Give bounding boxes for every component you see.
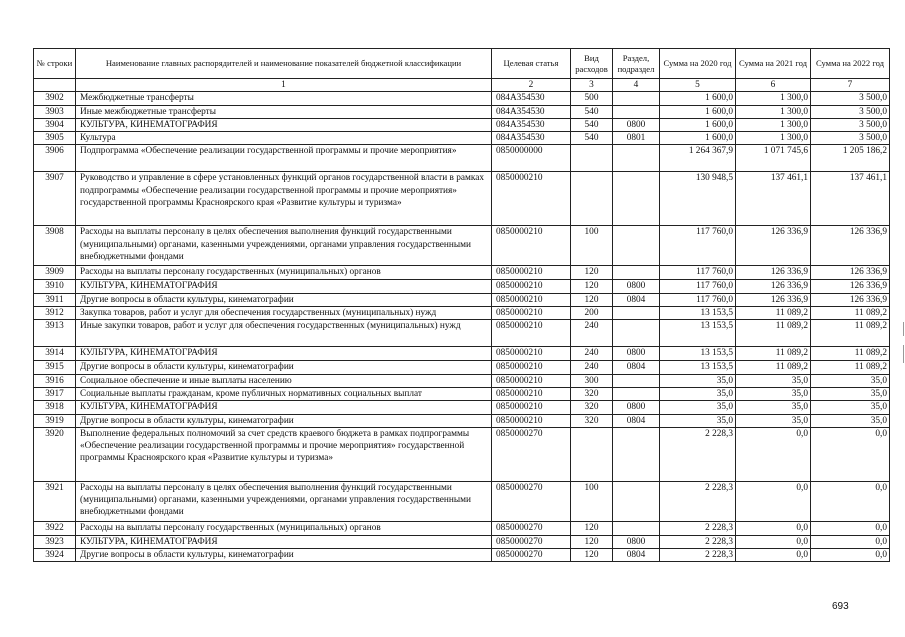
- row-sum-2021: 11 089,2: [736, 347, 811, 361]
- row-name: Социальное обеспечение и иные выплаты населению: [76, 374, 492, 387]
- row-sum-2020: 35,0: [660, 387, 736, 400]
- row-sum-2022: 0,0: [811, 549, 890, 562]
- row-section: [613, 92, 660, 105]
- header-sum-2021: Сумма на 2021 год: [736, 49, 811, 79]
- row-name: Социальные выплаты гражданам, кроме публичных нормативных социальных выплат: [76, 387, 492, 400]
- row-sum-2021: 1 300,0: [736, 118, 811, 131]
- table-row: [34, 105, 890, 118]
- row-number: 3909: [34, 266, 76, 280]
- row-target-article: 0850000210: [492, 266, 571, 280]
- row-name: Расходы на выплаты персоналу государственных (муниципальных) органов: [76, 521, 492, 535]
- row-name: Расходы на выплаты персоналу государственных (муниципальных) органов: [76, 266, 492, 280]
- row-sum-2021: 1 071 745,6: [736, 145, 811, 172]
- row-section: 0804: [613, 293, 660, 306]
- row-sum-2020: 35,0: [660, 414, 736, 427]
- row-section: [613, 374, 660, 387]
- row-target-article: 0850000210: [492, 374, 571, 387]
- row-target-article: 0850000210: [492, 401, 571, 414]
- row-sum-2022: 0,0: [811, 427, 890, 481]
- row-section: [613, 226, 660, 266]
- table-row: [34, 266, 890, 280]
- row-section: [613, 521, 660, 535]
- row-name: Другие вопросы в области культуры, кинематографии: [76, 549, 492, 562]
- row-expense-kind: 120: [571, 521, 613, 535]
- row-section: [613, 172, 660, 226]
- row-number: 3917: [34, 387, 76, 400]
- row-section: [613, 307, 660, 320]
- row-name: Другие вопросы в области культуры, кинематографии: [76, 293, 492, 306]
- row-target-article: 0850000210: [492, 293, 571, 306]
- column-number: 5: [660, 79, 736, 92]
- row-sum-2021: 35,0: [736, 374, 811, 387]
- row-name: КУЛЬТУРА, КИНЕМАТОГРАФИЯ: [76, 347, 492, 361]
- row-sum-2022: 11 089,2: [811, 320, 890, 347]
- row-number: 3919: [34, 414, 76, 427]
- header-target-article: Целевая статья: [492, 49, 571, 79]
- row-number: 3905: [34, 132, 76, 145]
- row-sum-2021: 1 300,0: [736, 105, 811, 118]
- row-sum-2020: 117 760,0: [660, 266, 736, 280]
- row-expense-kind: 240: [571, 361, 613, 374]
- row-name: Иные межбюджетные трансферты: [76, 105, 492, 118]
- table-row: [34, 293, 890, 306]
- row-section: [613, 266, 660, 280]
- row-name: КУЛЬТУРА, КИНЕМАТОГРАФИЯ: [76, 280, 492, 293]
- row-expense-kind: 540: [571, 118, 613, 131]
- table-row: [34, 521, 890, 535]
- row-expense-kind: 120: [571, 280, 613, 293]
- row-target-article: 0850000270: [492, 535, 571, 548]
- row-sum-2020: 13 153,5: [660, 320, 736, 347]
- row-number: 3903: [34, 105, 76, 118]
- row-sum-2022: 126 336,9: [811, 293, 890, 306]
- header-section: Раздел, подраздел: [613, 49, 660, 79]
- row-expense-kind: 240: [571, 347, 613, 361]
- row-sum-2021: 126 336,9: [736, 280, 811, 293]
- row-number: 3921: [34, 481, 76, 521]
- table-row: [34, 320, 890, 347]
- row-section: 0800: [613, 347, 660, 361]
- row-number: 3906: [34, 145, 76, 172]
- row-sum-2022: 0,0: [811, 535, 890, 548]
- row-number: 3912: [34, 307, 76, 320]
- row-sum-2020: 2 228,3: [660, 481, 736, 521]
- row-number: 3908: [34, 226, 76, 266]
- row-name: Руководство и управление в сфере установленных функций органов государственной власти в рамках подпрограммы «Обеспечение реализации государственной программы и прочие мероприятия» государственной программы Красноярского края «Развитие культуры и туризма»: [76, 172, 492, 226]
- row-sum-2021: 11 089,2: [736, 361, 811, 374]
- table-body: [34, 92, 890, 562]
- row-name: КУЛЬТУРА, КИНЕМАТОГРАФИЯ: [76, 535, 492, 548]
- row-sum-2021: 126 336,9: [736, 293, 811, 306]
- row-expense-kind: 540: [571, 132, 613, 145]
- row-sum-2022: 35,0: [811, 374, 890, 387]
- row-sum-2022: 126 336,9: [811, 266, 890, 280]
- row-target-article: 0850000210: [492, 320, 571, 347]
- row-sum-2020: 1 264 367,9: [660, 145, 736, 172]
- row-section: 0804: [613, 361, 660, 374]
- row-target-article: 0850000270: [492, 427, 571, 481]
- row-sum-2022: 3 500,0: [811, 92, 890, 105]
- row-sum-2021: 11 089,2: [736, 320, 811, 347]
- header-expense-kind: Вид расходов: [571, 49, 613, 79]
- row-sum-2021: 35,0: [736, 401, 811, 414]
- row-sum-2022: 11 089,2: [811, 347, 890, 361]
- table-row: [34, 535, 890, 548]
- row-name: Другие вопросы в области культуры, кинематографии: [76, 361, 492, 374]
- table-row: [34, 307, 890, 320]
- table-row: [34, 549, 890, 562]
- row-sum-2022: 11 089,2: [811, 361, 890, 374]
- row-sum-2022: 35,0: [811, 414, 890, 427]
- table-row: [34, 361, 890, 374]
- row-sum-2021: 0,0: [736, 521, 811, 535]
- column-number: 6: [736, 79, 811, 92]
- row-name: Подпрограмма «Обеспечение реализации государственной программы и прочие мероприятия»: [76, 145, 492, 172]
- row-number: 3913: [34, 320, 76, 347]
- column-number: 3: [571, 79, 613, 92]
- row-target-article: 084А354530: [492, 118, 571, 131]
- row-section: 0800: [613, 535, 660, 548]
- row-sum-2021: 0,0: [736, 427, 811, 481]
- row-sum-2020: 1 600,0: [660, 92, 736, 105]
- row-sum-2020: 117 760,0: [660, 226, 736, 266]
- row-sum-2022: 35,0: [811, 387, 890, 400]
- row-section: 0804: [613, 414, 660, 427]
- row-number: 3916: [34, 374, 76, 387]
- row-expense-kind: [571, 427, 613, 481]
- row-target-article: 0850000210: [492, 414, 571, 427]
- row-name: Расходы на выплаты персоналу в целях обеспечения выполнения функций государственными (муниципальными) органами, казенными учреждениями, органами управления государственными внебюджетными фондами: [76, 481, 492, 521]
- row-name: КУЛЬТУРА, КИНЕМАТОГРАФИЯ: [76, 118, 492, 131]
- row-sum-2021: 126 336,9: [736, 266, 811, 280]
- row-sum-2020: 35,0: [660, 374, 736, 387]
- row-expense-kind: 300: [571, 374, 613, 387]
- scan-edge-mark: [903, 322, 904, 336]
- row-name: Другие вопросы в области культуры, кинематографии: [76, 414, 492, 427]
- row-expense-kind: 320: [571, 387, 613, 400]
- header-name: Наименование главных распорядителей и наименование показателей бюджетной классификации: [76, 49, 492, 79]
- row-sum-2022: 1 205 186,2: [811, 145, 890, 172]
- row-sum-2020: 35,0: [660, 401, 736, 414]
- row-target-article: 0850000000: [492, 145, 571, 172]
- table-row: [34, 118, 890, 131]
- column-number: 1: [76, 79, 492, 92]
- row-name: Иные закупки товаров, работ и услуг для обеспечения государственных (муниципальных) нужд: [76, 320, 492, 347]
- column-number: [34, 79, 76, 92]
- row-number: 3922: [34, 521, 76, 535]
- table-header-row: [34, 49, 890, 79]
- budget-table: [33, 48, 890, 562]
- row-sum-2020: 1 600,0: [660, 105, 736, 118]
- row-expense-kind: 320: [571, 414, 613, 427]
- row-sum-2020: 1 600,0: [660, 118, 736, 131]
- row-section: 0800: [613, 118, 660, 131]
- column-number: 7: [811, 79, 890, 92]
- row-expense-kind: 200: [571, 307, 613, 320]
- row-sum-2020: 117 760,0: [660, 293, 736, 306]
- row-sum-2022: 3 500,0: [811, 105, 890, 118]
- row-expense-kind: 100: [571, 481, 613, 521]
- row-expense-kind: 320: [571, 401, 613, 414]
- row-target-article: 0850000210: [492, 387, 571, 400]
- row-section: [613, 481, 660, 521]
- row-number: 3907: [34, 172, 76, 226]
- row-sum-2020: 13 153,5: [660, 307, 736, 320]
- row-name: Культура: [76, 132, 492, 145]
- table-row: [34, 172, 890, 226]
- row-expense-kind: 120: [571, 549, 613, 562]
- table-row: [34, 414, 890, 427]
- row-section: 0800: [613, 280, 660, 293]
- column-number: 2: [492, 79, 571, 92]
- table-row: [34, 280, 890, 293]
- row-number: 3920: [34, 427, 76, 481]
- column-number-row: [34, 79, 890, 92]
- row-expense-kind: 240: [571, 320, 613, 347]
- table-row: [34, 401, 890, 414]
- row-sum-2020: 1 600,0: [660, 132, 736, 145]
- row-section: [613, 427, 660, 481]
- scan-edge-mark: [903, 345, 904, 363]
- row-section: [613, 387, 660, 400]
- table-row: [34, 92, 890, 105]
- table-row: [34, 132, 890, 145]
- row-name: Закупка товаров, работ и услуг для обеспечения государственных (муниципальных) нужд: [76, 307, 492, 320]
- row-number: 3918: [34, 401, 76, 414]
- row-expense-kind: [571, 145, 613, 172]
- row-expense-kind: 100: [571, 226, 613, 266]
- row-sum-2022: 3 500,0: [811, 132, 890, 145]
- row-number: 3904: [34, 118, 76, 131]
- table-row: [34, 226, 890, 266]
- row-expense-kind: 120: [571, 293, 613, 306]
- row-sum-2021: 11 089,2: [736, 307, 811, 320]
- row-sum-2022: 0,0: [811, 521, 890, 535]
- row-sum-2021: 35,0: [736, 414, 811, 427]
- row-target-article: 0850000270: [492, 481, 571, 521]
- row-name: Межбюджетные трансферты: [76, 92, 492, 105]
- row-sum-2021: 0,0: [736, 481, 811, 521]
- header-sum-2022: Сумма на 2022 год: [811, 49, 890, 79]
- row-name: Расходы на выплаты персоналу в целях обеспечения выполнения функций государственными (муниципальными) органами, казенными учреждениями, органами управления государственными внебюджетными фондами: [76, 226, 492, 266]
- row-section: [613, 145, 660, 172]
- row-sum-2020: 117 760,0: [660, 280, 736, 293]
- table-row: [34, 427, 890, 481]
- table-row: [34, 347, 890, 361]
- row-sum-2022: 0,0: [811, 481, 890, 521]
- row-sum-2021: 137 461,1: [736, 172, 811, 226]
- row-target-article: 084А354530: [492, 132, 571, 145]
- row-target-article: 0850000270: [492, 521, 571, 535]
- row-number: 3923: [34, 535, 76, 548]
- row-number: 3914: [34, 347, 76, 361]
- row-number: 3924: [34, 549, 76, 562]
- row-sum-2022: 3 500,0: [811, 118, 890, 131]
- row-sum-2021: 1 300,0: [736, 92, 811, 105]
- row-section: 0800: [613, 401, 660, 414]
- row-target-article: 0850000210: [492, 307, 571, 320]
- header-row-number: № строки: [34, 49, 76, 79]
- row-sum-2021: 126 336,9: [736, 226, 811, 266]
- row-name: Выполнение федеральных полномочий за счет средств краевого бюджета в рамках подпрограммы «Обеспечение реализации государственной программы и прочие мероприятия» государственной программы Красноярского края «Развитие культуры и туризма»: [76, 427, 492, 481]
- row-sum-2022: 126 336,9: [811, 280, 890, 293]
- row-sum-2022: 11 089,2: [811, 307, 890, 320]
- table-row: [34, 481, 890, 521]
- row-name: КУЛЬТУРА, КИНЕМАТОГРАФИЯ: [76, 401, 492, 414]
- row-sum-2021: 1 300,0: [736, 132, 811, 145]
- header-sum-2020: Сумма на 2020 год: [660, 49, 736, 79]
- row-sum-2022: 126 336,9: [811, 226, 890, 266]
- row-expense-kind: 120: [571, 266, 613, 280]
- row-target-article: 0850000210: [492, 280, 571, 293]
- row-sum-2020: 2 228,3: [660, 535, 736, 548]
- column-number: 4: [613, 79, 660, 92]
- row-sum-2020: 13 153,5: [660, 347, 736, 361]
- row-target-article: 0850000210: [492, 226, 571, 266]
- row-number: 3902: [34, 92, 76, 105]
- row-sum-2021: 0,0: [736, 535, 811, 548]
- row-section: [613, 320, 660, 347]
- row-sum-2022: 35,0: [811, 401, 890, 414]
- row-sum-2022: 137 461,1: [811, 172, 890, 226]
- row-sum-2020: 2 228,3: [660, 521, 736, 535]
- row-sum-2021: 0,0: [736, 549, 811, 562]
- row-number: 3911: [34, 293, 76, 306]
- row-sum-2020: 2 228,3: [660, 427, 736, 481]
- table-row: [34, 387, 890, 400]
- row-target-article: 084А354530: [492, 105, 571, 118]
- row-sum-2020: 2 228,3: [660, 549, 736, 562]
- row-sum-2021: 35,0: [736, 387, 811, 400]
- row-expense-kind: [571, 172, 613, 226]
- row-sum-2020: 13 153,5: [660, 361, 736, 374]
- row-number: 3910: [34, 280, 76, 293]
- row-target-article: 0850000210: [492, 347, 571, 361]
- row-target-article: 0850000210: [492, 172, 571, 226]
- row-number: 3915: [34, 361, 76, 374]
- row-target-article: 0850000210: [492, 361, 571, 374]
- row-sum-2020: 130 948,5: [660, 172, 736, 226]
- row-section: 0801: [613, 132, 660, 145]
- row-expense-kind: 540: [571, 105, 613, 118]
- row-target-article: 0850000270: [492, 549, 571, 562]
- table-row: [34, 374, 890, 387]
- row-expense-kind: 120: [571, 535, 613, 548]
- table-row: [34, 145, 890, 172]
- row-expense-kind: 500: [571, 92, 613, 105]
- page-number: 693: [832, 601, 849, 612]
- row-section: 0804: [613, 549, 660, 562]
- row-section: [613, 105, 660, 118]
- row-target-article: 084А354530: [492, 92, 571, 105]
